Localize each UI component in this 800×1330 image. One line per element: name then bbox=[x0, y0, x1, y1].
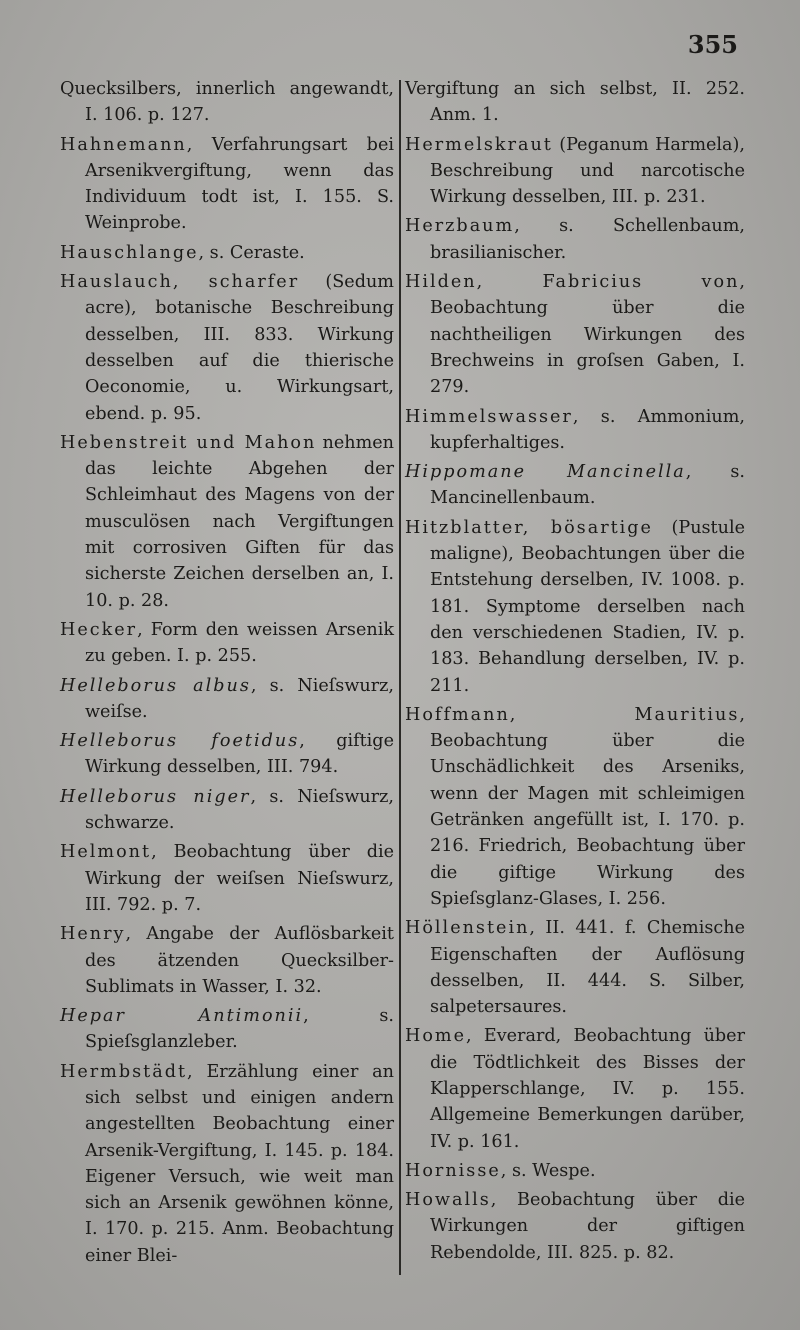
entry-headword: Hermbstädt bbox=[60, 1061, 188, 1082]
entry-text: , s. Nieſswurz, schwarze. bbox=[85, 786, 394, 834]
entry-headword: Hauschlange bbox=[60, 242, 199, 263]
entry-headword: Hippomane Mancinella bbox=[405, 462, 686, 483]
index-entry bbox=[405, 702, 745, 912]
index-entry bbox=[405, 515, 745, 699]
entry-headword: Herzbaum bbox=[405, 216, 515, 237]
index-entry bbox=[405, 269, 745, 400]
entry-text: , s. Mancinellenbaum. bbox=[430, 462, 745, 509]
index-entry bbox=[60, 269, 394, 427]
index-entry bbox=[405, 1187, 745, 1266]
entry-text: Vergiftung an sich selbst, II. 252. Anm. 1. bbox=[405, 79, 745, 126]
entry-headword: Henry bbox=[60, 924, 126, 945]
entry-headword: Hilden, Fabricius von bbox=[405, 272, 740, 293]
index-entry bbox=[60, 1003, 394, 1056]
index-entry bbox=[60, 430, 394, 614]
entry-headword: Hauslauch, scharfer bbox=[60, 272, 300, 293]
entry-text: , Angabe der Auflösbarkeit des ätzenden Quecksilber-Sublimats in Wasser, I. 32. bbox=[85, 924, 394, 997]
entry-headword: Howalls bbox=[405, 1190, 491, 1211]
entry-text: , s. Nieſswurz, weiſse. bbox=[85, 675, 394, 722]
entry-headword: Helleborus foetidus bbox=[60, 731, 300, 752]
entry-text: , Erzählung einer an sich selbst und einigen andern angestellten Beobachtung einer Arsenik-Vergiftung, I. 145. p. 184. Eigener Versuch, wie weit man sich an Arsenik gewöhnen könne, I. 170. p. 215. Anm. Beobachtung einer Blei- bbox=[85, 1061, 394, 1266]
right-column bbox=[405, 76, 745, 1266]
entry-text: , s. Wespe. bbox=[500, 1160, 596, 1181]
entry-headword: Helmont bbox=[60, 842, 152, 863]
entry-headword: Hahnemann bbox=[60, 134, 187, 155]
index-entry bbox=[405, 76, 745, 129]
entry-text: , Beobachtung über die Wirkung der weiſsen Nieſswurz, III. 792. p. 7. bbox=[85, 842, 394, 915]
entry-text: , II. 441. f. Chemische Eigenschaften der Auflösung desselben, II. 444. S. Silber, salpetersaures. bbox=[430, 918, 745, 1018]
index-entry bbox=[60, 921, 394, 1000]
entry-text: , s. Spieſsglanzleber. bbox=[85, 1006, 395, 1053]
index-entry bbox=[60, 617, 394, 670]
entry-text: , Beobachtung über die Unschädlichkeit des Arseniks, wenn der Magen mit schleimigen Getränken angefüllt ist, I. 170. p. 216. Friedrich, Beobachtung über die giftige Wirkung des Spieſsglanz-Glases, I. 256. bbox=[430, 704, 745, 909]
column-divider bbox=[399, 80, 401, 1275]
index-entry bbox=[405, 915, 745, 1020]
index-entry bbox=[60, 76, 394, 129]
entry-text: , s. Schellenbaum, brasilianischer. bbox=[430, 216, 745, 263]
entry-headword: Hermelskraut bbox=[405, 134, 553, 155]
entry-headword: Hebenstreit und Mahon bbox=[60, 432, 317, 453]
index-entry bbox=[60, 240, 394, 266]
entry-headword: Höllenstein bbox=[405, 918, 530, 939]
entry-headword: Hitzblatter, bösartige bbox=[405, 517, 653, 538]
entry-headword: Helleborus albus bbox=[60, 675, 251, 696]
index-entry bbox=[405, 404, 745, 457]
index-entry bbox=[60, 839, 394, 918]
entry-text: , Everard, Beobachtung über die Tödtlichkeit des Bisses der Klapperschlange, IV. p. 155. Allgemeine Bemerkungen darüber, IV. p. 161. bbox=[430, 1026, 745, 1152]
entry-headword: Hepar Antimonii bbox=[60, 1006, 304, 1027]
index-entry bbox=[405, 459, 745, 512]
entry-headword: Hoffmann, Mauritius bbox=[405, 704, 740, 725]
entry-text: (Sedum acre), botanische Beschreibung desselben, III. 833. Wirkung desselben auf die thierische Oeconomie, u. Wirkungsart, ebend. p. 95. bbox=[85, 272, 394, 424]
entry-headword: Helleborus niger bbox=[60, 786, 251, 807]
entry-text: , Verfahrungsart bei Arsenikvergiftung, wenn das Individuum todt ist, I. 155. S. Weinprobe. bbox=[85, 134, 394, 234]
entry-text: , giftige Wirkung desselben, III. 794. bbox=[85, 731, 394, 778]
index-entry bbox=[60, 784, 394, 837]
index-entry bbox=[405, 132, 745, 211]
entry-headword: Hecker bbox=[60, 619, 138, 640]
index-entry bbox=[60, 132, 394, 237]
entry-headword: Himmelswasser bbox=[405, 406, 573, 427]
entry-text: , Beobachtung über die nachtheiligen Wirkungen des Brechweins in groſsen Gaben, I. 279. bbox=[430, 272, 745, 398]
entry-text: Quecksilbers, innerlich angewandt, I. 106. p. 127. bbox=[60, 79, 394, 126]
entry-headword: Home bbox=[405, 1026, 467, 1047]
entry-text: (Peganum Harmela), Beschreibung und narcotische Wirkung desselben, III. p. 231. bbox=[430, 134, 745, 208]
entry-text: , s. Ceraste. bbox=[198, 242, 305, 263]
index-entry bbox=[405, 1023, 745, 1154]
left-column bbox=[60, 76, 394, 1269]
index-entry bbox=[60, 673, 394, 726]
entry-text: (Pustule maligne), Beobachtungen über die Entstehung derselben, IV. 1008. p. 181. Symptome derselben nach den verschiedenen Stadien, IV. p. 183. Behandlung derselben, IV. p. 211. bbox=[430, 517, 745, 696]
index-entry bbox=[405, 1158, 745, 1184]
entry-headword: Hornisse bbox=[405, 1160, 501, 1181]
entry-text: nehmen das leichte Abgehen der Schleimhaut des Magens von der musculösen nach Vergiftungen mit corrosiven Giften für das sicherste Zeichen derselben an, I. 10. p. 28. bbox=[85, 432, 395, 611]
index-entry bbox=[60, 1059, 394, 1269]
index-entry bbox=[60, 728, 394, 781]
entry-text: , Beobachtung über die Wirkungen der giftigen Rebendolde, III. 825. p. 82. bbox=[430, 1190, 745, 1263]
entry-text: , s. Ammonium, kupferhaltiges. bbox=[430, 406, 745, 453]
entry-text: , Form den weissen Arsenik zu geben. I. p. 255. bbox=[85, 619, 394, 667]
page-number: 355 bbox=[687, 30, 738, 59]
index-entry bbox=[405, 213, 745, 266]
